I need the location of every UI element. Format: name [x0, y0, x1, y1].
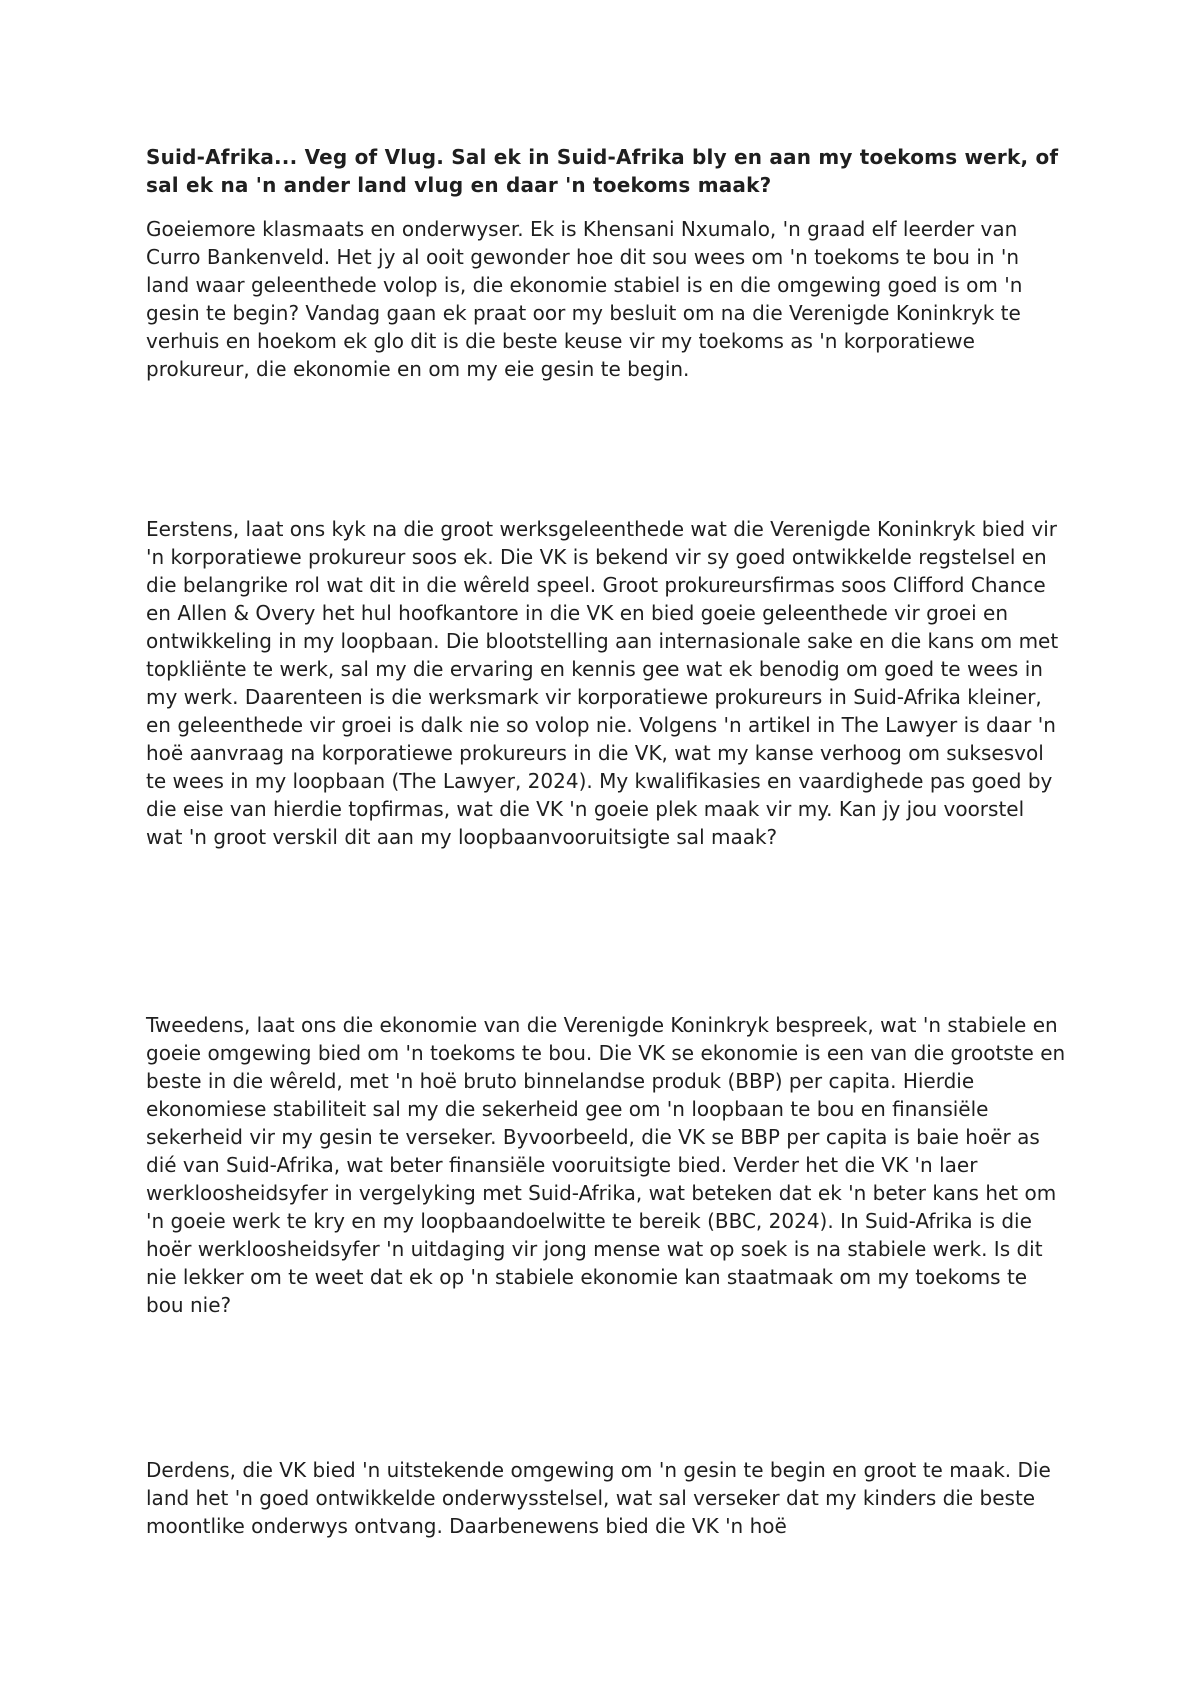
document-title: Suid-Afrika... Veg of Vlug. Sal ek in Suid-Afrika bly en aan my toekoms werk, of sal ek na 'n ander land vlug en daar 'n toekoms maak?: [146, 145, 1059, 197]
paragraph-third-point: Derdens, die VK bied 'n uitstekende omgewing om 'n gesin te begin en groot te maak. Die land het 'n goed ontwikkelde onderwysstelsel, wat sal verseker dat my kinders die beste moontlike onderwys ontvang. Daarbenewens bied die VK 'n hoë: [146, 1458, 1051, 1538]
paragraph-introduction: Goeiemore klasmaats en onderwyser. Ek is Khensani Nxumalo, 'n graad elf leerder van Curro Bankenveld. Het jy al ooit gewonder hoe dit sou wees om 'n toekoms te bou in 'n land waar geleenthede volop is, die ekonomie stabiel is en die omgewing goed is om 'n gesin te begin? Vandag gaan ek praat oor my besluit om na die Verenigde Koninkryk te verhuis en hoekom ek glo dit is die beste keuse vir my toekoms as 'n korporatiewe prokureur, die ekonomie en om my eie gesin te begin.: [146, 217, 1023, 381]
paragraph-second-point: Tweedens, laat ons die ekonomie van die Verenigde Koninkryk bespreek, wat 'n stabiele en goeie omgewing bied om 'n toekoms te bou. Die VK se ekonomie is een van die grootste en beste in die wêreld, met 'n hoë bruto binnelandse produk (BBP) per capita. Hierdie ekonomiese stabiliteit sal my die sekerheid gee om 'n loopbaan te bou en finansiële sekerheid vir my gesin te verseker. Byvoorbeeld, die VK se BBP per capita is baie hoër as dié van Suid-Afrika, wat beter finansiële vooruitsigte bied. Verder het die VK 'n laer werkloosheidsyfer in vergelyking met Suid-Afrika, wat beteken dat ek 'n beter kans het om 'n goeie werk te kry en my loopbaandoelwitte te bereik (BBC, 2024). In Suid-Afrika is die hoër werkloosheidsyfer 'n uitdaging vir jong mense wat op soek is na stabiele werk. Is dit nie lekker om te weet dat ek op 'n stabiele ekonomie kan staatmaak om my toekoms te bou nie?: [146, 1013, 1066, 1317]
paragraph-first-point: Eerstens, laat ons kyk na die groot werksgeleenthede wat die Verenigde Koninkryk bied vir 'n korporatiewe prokureur soos ek. Die VK is bekend vir sy goed ontwikkelde regstelsel en die belangrike rol wat dit in die wêreld speel. Groot prokureursfirmas soos Clifford Chance en Allen & Overy het hul hoofkantore in die VK en bied goeie geleenthede vir groei en ontwikkeling in my loopbaan. Die blootstelling aan internasionale sake en die kans om met topkliënte te werk, sal my die ervaring en kennis gee wat ek benodig om goed te wees in my werk. Daarenteen is die werksmark vir korporatiewe prokureurs in Suid-Afrika kleiner, en geleenthede vir groei is dalk nie so volop nie. Volgens 'n artikel in The Lawyer is daar 'n hoë aanvraag na korporatiewe prokureurs in die VK, wat my kanse verhoog om suksesvol te wees in my loopbaan (The Lawyer, 2024). My kwalifikasies en vaardighede pas goed by die eise van hierdie topfirmas, wat die VK 'n goeie plek maak vir my. Kan jy jou voorstel wat 'n groot verskil dit aan my loopbaanvooruitsigte sal maak?: [146, 517, 1059, 849]
